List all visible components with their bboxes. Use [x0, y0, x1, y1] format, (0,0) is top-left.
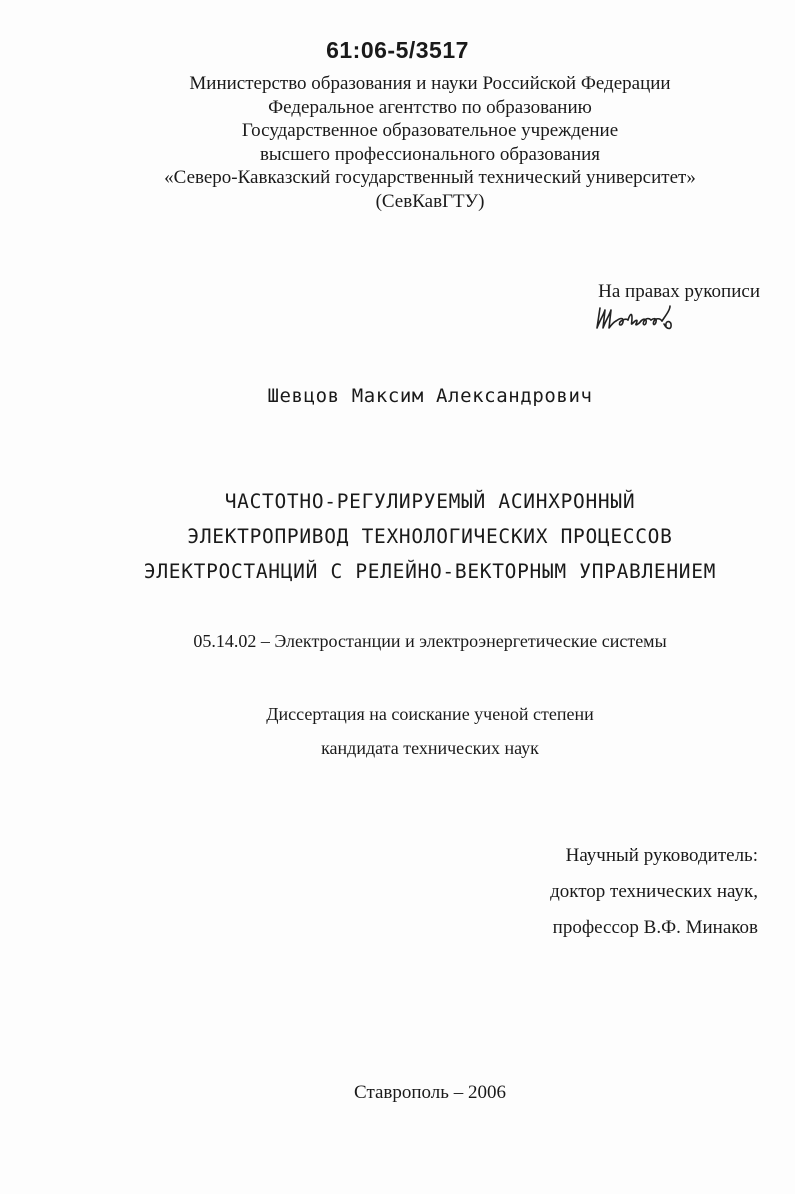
catalog-number: 61:06-5/3517 — [326, 37, 469, 63]
title-line: ЭЛЕКТРОПРИВОД ТЕХНОЛОГИЧЕСКИХ ПРОЦЕССОВ — [187, 525, 673, 548]
institution-line: Министерство образования и науки Российской Федерации — [189, 73, 671, 94]
supervisor-line: Научный руководитель: — [565, 845, 758, 866]
institution-line: Федеральное агентство по образованию — [268, 96, 592, 118]
institution-line: «Северо-Кавказский государственный технический университет» — [164, 167, 696, 188]
author-name: Шевцов Максим Александрович — [267, 385, 593, 407]
handwritten-signature — [594, 300, 684, 334]
city-year: Ставрополь – 2006 — [354, 1082, 506, 1103]
dissertation-title — [40, 484, 795, 589]
manuscript-rights: На правах рукописи — [598, 281, 760, 302]
title-line: ЭЛЕКТРОСТАНЦИЙ С РЕЛЕЙНО-ВЕКТОРНЫМ УПРАВЛЕНИЕМ — [143, 560, 717, 583]
institution-block — [100, 72, 760, 213]
institution-line: высшего профессионального образования — [259, 143, 601, 165]
specialty: 05.14.02 – Электростанции и электроэнергетические системы — [193, 631, 667, 651]
title-line: ЧАСТОТНО-РЕГУЛИРУЕМЫЙ АСИНХРОННЫЙ — [224, 490, 636, 513]
degree-line: кандидата технических наук — [321, 738, 539, 758]
supervisor-block — [460, 838, 758, 946]
supervisor-line: профессор В.Ф. Минаков — [552, 917, 758, 938]
institution-line: (СевКавГТУ) — [375, 190, 485, 212]
institution-line: Государственное образовательное учреждение — [241, 120, 619, 141]
degree-line: Диссертация на соискание ученой степени — [266, 704, 594, 724]
supervisor-line: доктор технических наук, — [550, 881, 758, 902]
degree-block — [40, 697, 795, 765]
